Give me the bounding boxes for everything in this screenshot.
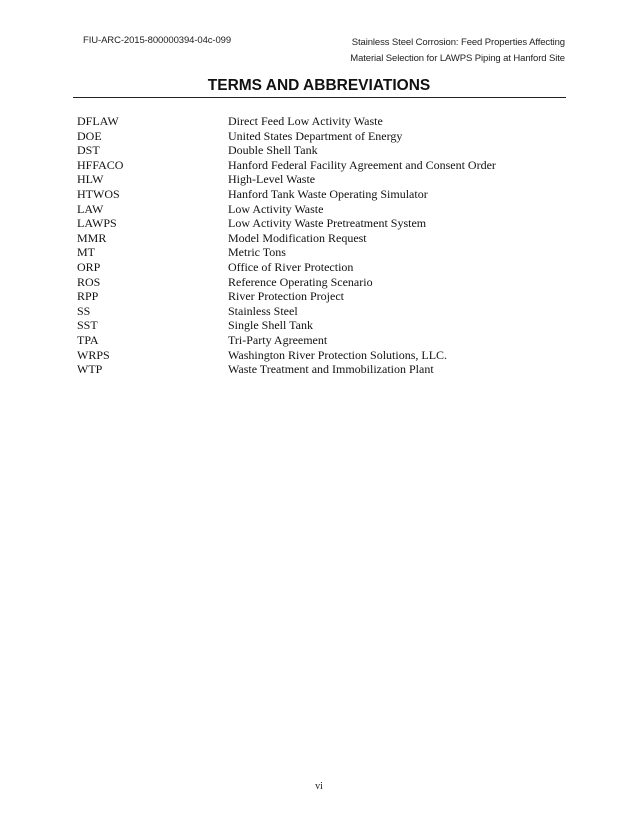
term-definition: Reference Operating Scenario (228, 274, 373, 289)
term-row (77, 260, 567, 275)
term-abbreviation: DOE (77, 128, 102, 143)
term-row (77, 143, 567, 158)
term-definition: Low Activity Waste (228, 201, 324, 216)
term-row (77, 245, 567, 260)
term-definition: Office of River Protection (228, 259, 354, 274)
header-doc-title (350, 35, 565, 67)
term-definition: High-Level Waste (228, 172, 316, 187)
term-definition: Hanford Federal Facility Agreement and Consent Order (228, 157, 496, 172)
term-definition: Stainless Steel (228, 303, 298, 318)
term-row (77, 348, 567, 363)
header-title-line-2: Material Selection for LAWPS Piping at Hanford Site (350, 53, 565, 64)
terms-list (77, 114, 567, 377)
term-row (77, 231, 567, 246)
term-abbreviation: ORP (77, 259, 101, 274)
term-definition: Hanford Tank Waste Operating Simulator (228, 186, 428, 201)
term-row (77, 362, 567, 377)
term-abbreviation: SST (77, 318, 98, 333)
term-row (77, 129, 567, 144)
term-definition: Waste Treatment and Immobilization Plant (228, 362, 434, 377)
term-abbreviation: LAW (77, 201, 104, 216)
term-abbreviation: MT (77, 245, 95, 260)
term-definition: Low Activity Waste Pretreatment System (228, 216, 427, 231)
term-abbreviation: WRPS (77, 347, 110, 362)
term-row (77, 289, 567, 304)
term-definition: Direct Feed Low Activity Waste (228, 114, 383, 128)
term-abbreviation: MMR (77, 230, 107, 245)
header-doc-id: FIU-ARC-2015-800000394-04c-099 (83, 35, 232, 46)
term-abbreviation: LAWPS (77, 216, 117, 231)
term-row (77, 114, 567, 129)
term-row (77, 304, 567, 319)
term-row (77, 318, 567, 333)
term-row (77, 172, 567, 187)
term-abbreviation: HLW (77, 172, 104, 187)
term-row (77, 333, 567, 348)
term-definition: Model Modification Request (228, 230, 367, 245)
term-definition: Metric Tons (228, 245, 286, 260)
term-definition: Single Shell Tank (228, 318, 313, 333)
term-abbreviation: ROS (77, 274, 101, 289)
title-underline (73, 97, 566, 98)
term-definition: Tri-Party Agreement (228, 332, 328, 347)
term-row (77, 216, 567, 231)
header-title-line-1: Stainless Steel Corrosion: Feed Properties Affecting (351, 37, 565, 48)
term-row (77, 202, 567, 217)
term-definition: River Protection Project (228, 289, 344, 304)
term-abbreviation: WTP (77, 362, 103, 377)
term-abbreviation: RPP (77, 289, 99, 304)
term-abbreviation: TPA (77, 332, 99, 347)
section-title: TERMS AND ABBREVIATIONS (207, 77, 431, 94)
term-abbreviation: HTWOS (77, 186, 120, 201)
term-definition: United States Department of Energy (228, 128, 403, 143)
term-abbreviation: HFFACO (77, 157, 124, 172)
term-abbreviation: SS (77, 303, 91, 318)
page-number: vi (315, 781, 323, 792)
term-abbreviation: DST (77, 143, 100, 158)
term-definition: Washington River Protection Solutions, LLC. (228, 347, 448, 362)
term-row (77, 187, 567, 202)
term-row (77, 275, 567, 290)
term-definition: Double Shell Tank (228, 143, 318, 158)
term-abbreviation: DFLAW (77, 114, 119, 128)
term-row (77, 158, 567, 173)
